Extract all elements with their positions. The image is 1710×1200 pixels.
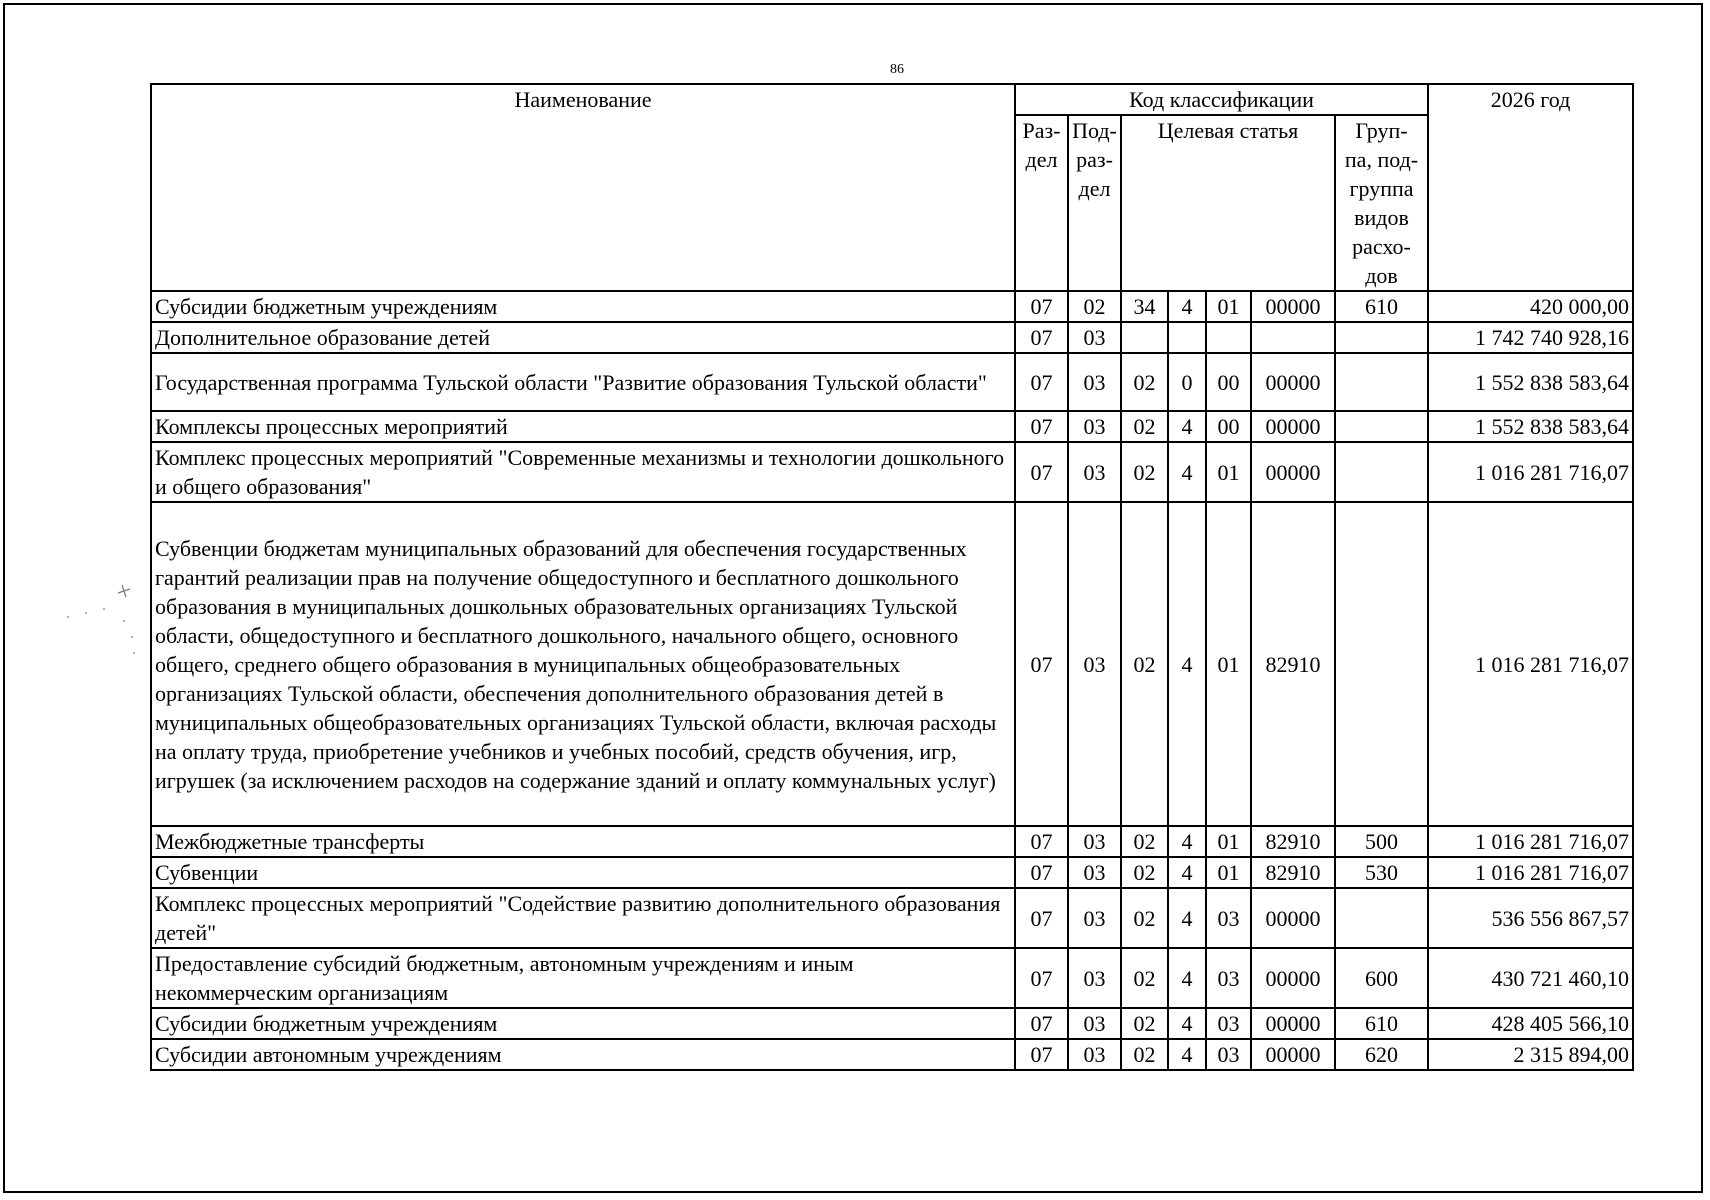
row-cs4 — [1251, 322, 1335, 353]
row-podrazdel: 03 — [1068, 826, 1121, 857]
row-cs2: 4 — [1168, 291, 1206, 322]
table-row — [151, 442, 1633, 502]
row-cs3: 01 — [1206, 826, 1251, 857]
header-name: Наименование — [151, 84, 1015, 291]
row-cs3: 03 — [1206, 888, 1251, 948]
row-cs2 — [1168, 322, 1206, 353]
row-cs3 — [1206, 322, 1251, 353]
row-razdel: 07 — [1015, 1039, 1068, 1070]
row-cs2: 4 — [1168, 857, 1206, 888]
header-target-article: Целевая статья — [1121, 115, 1335, 291]
budget-table — [150, 83, 1634, 1071]
row-cs1: 02 — [1121, 502, 1168, 826]
row-cs1: 34 — [1121, 291, 1168, 322]
row-cs3: 00 — [1206, 411, 1251, 442]
row-cs4: 82910 — [1251, 502, 1335, 826]
row-name: Государственная программа Тульской области "Развитие образования Тульской области" — [151, 353, 1015, 411]
row-cs1: 02 — [1121, 1039, 1168, 1070]
row-razdel: 07 — [1015, 502, 1068, 826]
row-vr — [1335, 442, 1428, 502]
row-podrazdel: 03 — [1068, 411, 1121, 442]
row-vr: 620 — [1335, 1039, 1428, 1070]
row-cs4: 00000 — [1251, 291, 1335, 322]
row-cs3: 01 — [1206, 291, 1251, 322]
row-amount: 420 000,00 — [1428, 291, 1633, 322]
row-vr: 610 — [1335, 291, 1428, 322]
row-cs4: 00000 — [1251, 1008, 1335, 1039]
row-vr — [1335, 888, 1428, 948]
row-cs2: 4 — [1168, 502, 1206, 826]
row-podrazdel: 03 — [1068, 442, 1121, 502]
row-amount: 1 016 281 716,07 — [1428, 442, 1633, 502]
row-vr — [1335, 411, 1428, 442]
row-amount: 1 742 740 928,16 — [1428, 322, 1633, 353]
row-cs4: 00000 — [1251, 353, 1335, 411]
row-cs4: 00000 — [1251, 1039, 1335, 1070]
row-name: Субвенции — [151, 857, 1015, 888]
row-cs2: 4 — [1168, 826, 1206, 857]
row-cs4: 82910 — [1251, 857, 1335, 888]
row-amount: 428 405 566,10 — [1428, 1008, 1633, 1039]
row-razdel: 07 — [1015, 948, 1068, 1008]
row-name: Субсидии бюджетным учреждениям — [151, 1008, 1015, 1039]
row-podrazdel: 03 — [1068, 888, 1121, 948]
row-cs3: 01 — [1206, 502, 1251, 826]
row-cs3: 00 — [1206, 353, 1251, 411]
row-name: Субсидии бюджетным учреждениям — [151, 291, 1015, 322]
row-amount: 1 016 281 716,07 — [1428, 502, 1633, 826]
row-cs2: 4 — [1168, 888, 1206, 948]
table-row — [151, 826, 1633, 857]
row-razdel: 07 — [1015, 888, 1068, 948]
header-year: 2026 год — [1428, 84, 1633, 291]
row-name: Предоставление субсидий бюджетным, автономным учреждениям и иным некоммерческим организациям — [151, 948, 1015, 1008]
row-vr — [1335, 502, 1428, 826]
row-amount: 1 552 838 583,64 — [1428, 353, 1633, 411]
table-row — [151, 291, 1633, 322]
row-vr: 600 — [1335, 948, 1428, 1008]
row-name: Дополнительное образование детей — [151, 322, 1015, 353]
row-cs4: 00000 — [1251, 888, 1335, 948]
row-cs1: 02 — [1121, 826, 1168, 857]
table-row — [151, 502, 1633, 826]
header-subsection: Под- раз- дел — [1068, 115, 1121, 291]
row-cs1: 02 — [1121, 888, 1168, 948]
row-amount: 1 552 838 583,64 — [1428, 411, 1633, 442]
table-row — [151, 322, 1633, 353]
row-cs4: 00000 — [1251, 411, 1335, 442]
row-razdel: 07 — [1015, 353, 1068, 411]
row-cs4: 82910 — [1251, 826, 1335, 857]
row-podrazdel: 02 — [1068, 291, 1121, 322]
row-vr — [1335, 322, 1428, 353]
header-code-group: Код классификации — [1015, 84, 1428, 115]
row-name: Межбюджетные трансферты — [151, 826, 1015, 857]
row-cs1: 02 — [1121, 353, 1168, 411]
row-cs3: 01 — [1206, 857, 1251, 888]
row-cs1: 02 — [1121, 1008, 1168, 1039]
row-amount: 1 016 281 716,07 — [1428, 857, 1633, 888]
row-name: Комплексы процессных мероприятий — [151, 411, 1015, 442]
row-podrazdel: 03 — [1068, 502, 1121, 826]
table-row — [151, 888, 1633, 948]
table-row — [151, 948, 1633, 1008]
table-row — [151, 411, 1633, 442]
row-vr: 500 — [1335, 826, 1428, 857]
row-razdel: 07 — [1015, 1008, 1068, 1039]
scan-artifact — [60, 575, 150, 665]
row-razdel: 07 — [1015, 442, 1068, 502]
row-name: Субсидии автономным учреждениям — [151, 1039, 1015, 1070]
row-cs2: 0 — [1168, 353, 1206, 411]
row-cs3: 03 — [1206, 1008, 1251, 1039]
row-cs2: 4 — [1168, 948, 1206, 1008]
row-podrazdel: 03 — [1068, 322, 1121, 353]
row-cs3: 01 — [1206, 442, 1251, 502]
row-cs1: 02 — [1121, 948, 1168, 1008]
row-podrazdel: 03 — [1068, 857, 1121, 888]
row-cs1: 02 — [1121, 442, 1168, 502]
header-section: Раз- дел — [1015, 115, 1068, 291]
row-podrazdel: 03 — [1068, 353, 1121, 411]
table-row — [151, 1039, 1633, 1070]
row-name: Комплекс процессных мероприятий "Современные механизмы и технологии дошкольного и общего образования" — [151, 442, 1015, 502]
table-row — [151, 353, 1633, 411]
row-razdel: 07 — [1015, 411, 1068, 442]
row-cs2: 4 — [1168, 1008, 1206, 1039]
row-cs2: 4 — [1168, 1039, 1206, 1070]
row-cs3: 03 — [1206, 948, 1251, 1008]
row-name: Комплекс процессных мероприятий "Содействие развитию дополнительного образования детей" — [151, 888, 1015, 948]
row-cs4: 00000 — [1251, 948, 1335, 1008]
row-vr — [1335, 353, 1428, 411]
row-vr: 530 — [1335, 857, 1428, 888]
row-razdel: 07 — [1015, 291, 1068, 322]
row-amount: 1 016 281 716,07 — [1428, 826, 1633, 857]
row-razdel: 07 — [1015, 322, 1068, 353]
row-amount: 2 315 894,00 — [1428, 1039, 1633, 1070]
row-cs2: 4 — [1168, 442, 1206, 502]
row-podrazdel: 03 — [1068, 948, 1121, 1008]
table-row — [151, 1008, 1633, 1039]
row-vr: 610 — [1335, 1008, 1428, 1039]
row-amount: 536 556 867,57 — [1428, 888, 1633, 948]
row-name: Субвенции бюджетам муниципальных образований для обеспечения государственных гарантий реализации прав на получение общедоступного и бесплатного дошкольного образования в муниципальных дошкольных образовательных организациях Тульской области, общедоступного и бесплатного дошкольного, начального общего, основного общего, среднего общего образования в муниципальных общеобразовательных организациях Тульской области, обеспечения дополнительного образования детей в муниципальных общеобразовательных организациях Тульской области, включая расходы на оплату труда, приобретение учебников и учебных пособий, средств обучения, игр, игрушек (за исключением расходов на содержание зданий и оплату коммунальных услуг) — [151, 502, 1015, 826]
row-cs1: 02 — [1121, 857, 1168, 888]
table-row — [151, 857, 1633, 888]
row-razdel: 07 — [1015, 826, 1068, 857]
row-cs1: 02 — [1121, 411, 1168, 442]
row-cs1 — [1121, 322, 1168, 353]
row-cs2: 4 — [1168, 411, 1206, 442]
row-podrazdel: 03 — [1068, 1039, 1121, 1070]
row-amount: 430 721 460,10 — [1428, 948, 1633, 1008]
header-expense-group: Груп- па, под- группа видов расхо- дов — [1335, 115, 1428, 291]
row-cs3: 03 — [1206, 1039, 1251, 1070]
row-podrazdel: 03 — [1068, 1008, 1121, 1039]
row-razdel: 07 — [1015, 857, 1068, 888]
row-cs4: 00000 — [1251, 442, 1335, 502]
page-number: 86 — [890, 62, 904, 77]
